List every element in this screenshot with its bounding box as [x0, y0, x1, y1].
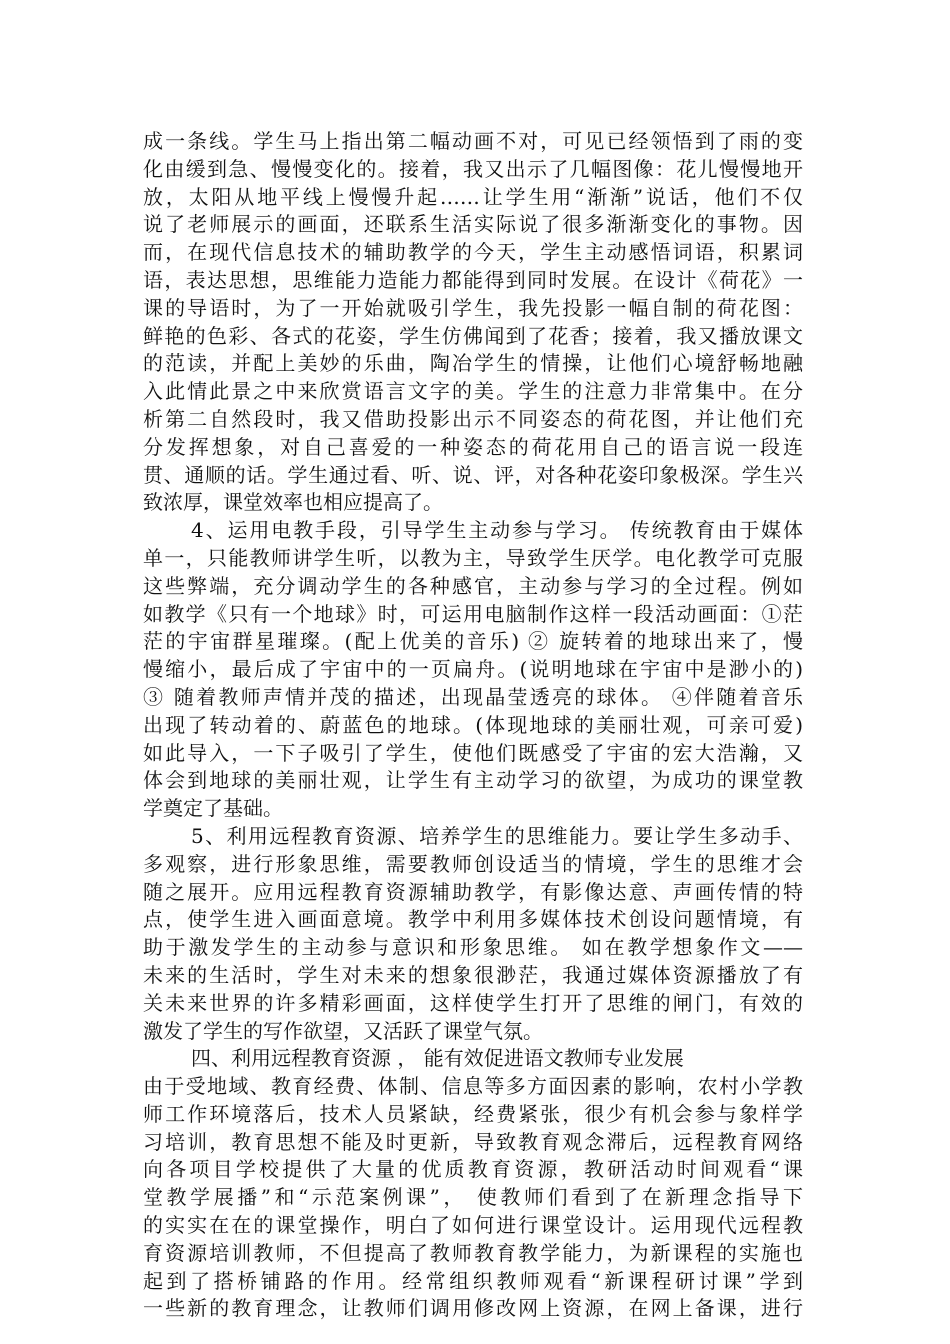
text-line: 一些新的教育理念，让教师们调用修改网上资源，在网上备课，进行 — [143, 1296, 803, 1321]
text-line: 四、利用远程教育资源 ， 能有效促进语文教师专业发展 — [191, 1046, 684, 1071]
text-line: 堂教学展播”和“示范案例课”， 使教师们看到了在新理念指导下 — [143, 1185, 803, 1210]
text-line: 成一条线。学生马上指出第二幅动画不对，可见已经领悟到了雨的变 — [143, 129, 803, 153]
text-line: 学奠定了基础。 — [143, 796, 283, 821]
text-line: 化由缓到急、慢慢变化的。接着，我又出示了几幅图像：花儿慢慢地开 — [143, 156, 803, 181]
text-line: 说了老师展示的画面，还联系生活实际说了很多渐渐变化的事物。因 — [143, 212, 803, 237]
text-line: 鲜艳的色彩、各式的花姿，学生仿佛闻到了花香；接着，我又播放课文 — [143, 323, 803, 348]
text-line: 出现了转动着的、蔚蓝色的地球。(体现地球的美丽壮观，可亲可爱) — [143, 712, 803, 737]
text-line: 向各项目学校提供了大量的优质教育资源，教研活动时间观看“课 — [143, 1157, 803, 1182]
text-line: 激发了学生的写作欲望，又活跃了课堂气氛。 — [143, 1018, 543, 1043]
text-line: 4、运用电教手段，引导学生主动参与学习。 传统教育由于媒体 — [191, 518, 803, 543]
document-body — [143, 128, 803, 1323]
text-line: 师工作环境落后，技术人员紧缺，经费紧张，很少有机会参与象样学 — [143, 1101, 803, 1126]
text-line: 入此情此景之中来欣赏语言文字的美。学生的注意力非常集中。在分 — [143, 379, 803, 404]
text-line: 课的导语时，为了一开始就吸引学生，我先投影一幅自制的荷花图： — [143, 295, 803, 320]
text-line: 未来的生活时，学生对未来的想象很渺茫，我通过媒体资源播放了有 — [143, 962, 803, 987]
text-line: 贯、通顺的话。学生通过看、听、说、评，对各种花姿印象极深。学生兴 — [143, 462, 803, 487]
text-line: 而，在现代信息技术的辅助教学的今天，学生主动感悟词语，积累词 — [143, 240, 803, 265]
text-line: 单一，只能教师讲学生听，以教为主，导致学生厌学。电化教学可克服 — [143, 545, 803, 570]
text-line: 的范读，并配上美妙的乐曲，陶冶学生的情操，让他们心境舒畅地融 — [143, 351, 803, 376]
text-line: 如教学《只有一个地球》时，可运用电脑制作这样一段活动画面：①茫 — [143, 601, 803, 626]
text-line: 慢缩小，最后成了宇宙中的一页扁舟。(说明地球在宇宙中是渺小的) — [143, 657, 803, 682]
text-line: 随之展开。应用远程教育资源辅助教学，有影像达意、声画传情的特 — [143, 879, 803, 904]
text-line: ③ 随着教师声情并茂的描述，出现晶莹透亮的球体。 ④伴随着音乐 — [143, 684, 803, 709]
text-line: 茫的宇宙群星璀璨。(配上优美的音乐) ② 旋转着的地球出来了，慢 — [143, 629, 803, 654]
text-line: 的实实在在的课堂操作，明白了如何进行课堂设计。运用现代远程教 — [143, 1213, 803, 1238]
text-line: 这些弊端，充分调动学生的各种感官，主动参与学习的全过程。例如 — [143, 573, 803, 598]
text-line: 育资源培训教师，不但提高了教师教育教学能力，为新课程的实施也 — [143, 1240, 803, 1265]
text-line: 析第二自然段时，我又借助投影出示不同姿态的荷花图，并让他们充 — [143, 406, 803, 431]
text-line: 关未来世界的许多精彩画面，这样使学生打开了思维的闸门，有效的 — [143, 990, 803, 1015]
text-line: 5、利用远程教育资源、培养学生的思维能力。要让学生多动手、 — [191, 823, 803, 848]
text-line: 语，表达思想，思维能力造能力都能得到同时发展。在设计《荷花》一 — [143, 267, 803, 292]
text-line: 致浓厚，课堂效率也相应提高了。 — [143, 490, 443, 515]
text-line: 由于受地域、教育经费、体制、信息等多方面因素的影响，农村小学教 — [143, 1074, 803, 1099]
text-line: 点，使学生进入画面意境。教学中利用多媒体技术创设问题情境，有 — [143, 907, 803, 932]
text-line: 多观察，进行形象思维，需要教师创设适当的情境，学生的思维才会 — [143, 851, 803, 876]
text-line: 体会到地球的美丽壮观，让学生有主动学习的欲望，为成功的课堂教 — [143, 768, 803, 793]
text-line: 如此导入，一下子吸引了学生，使他们既感受了宇宙的宏大浩瀚，又 — [143, 740, 803, 765]
text-line: 分发挥想象，对自己喜爱的一种姿态的荷花用自己的语言说一段连 — [143, 434, 803, 459]
text-line: 助于激发学生的主动参与意识和形象思维。 如在教学想象作文—— — [143, 935, 803, 960]
text-line: 放，太阳从地平线上慢慢升起……让学生用“渐渐”说话，他们不仅 — [143, 184, 803, 209]
text-line: 习培训，教育思想不能及时更新，导致教育观念滞后，远程教育网络 — [143, 1129, 803, 1154]
text-line: 起到了搭桥铺路的作用。经常组织教师观看“新课程研讨课”学到 — [143, 1268, 803, 1293]
